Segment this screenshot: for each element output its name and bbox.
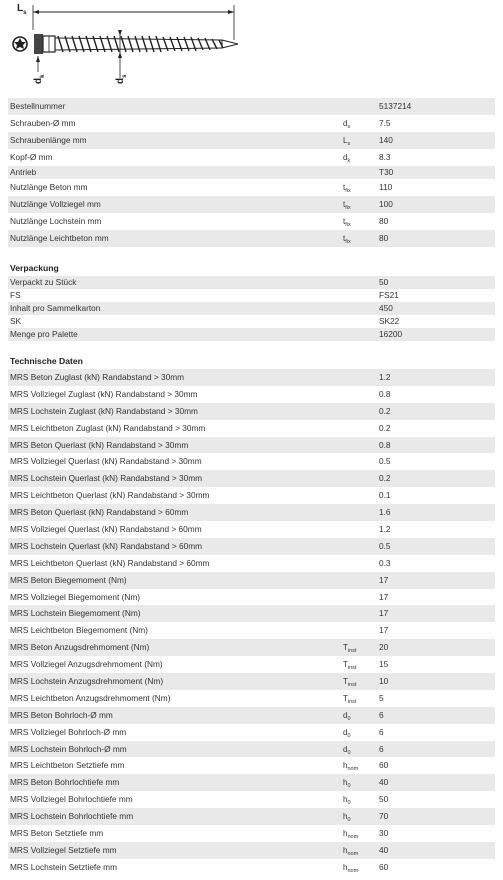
row-label: Nutzlänge Lochstein mm (10, 216, 102, 226)
table-row (8, 538, 495, 555)
row-symbol: $h_{nom}$ (343, 845, 359, 857)
table-row (8, 437, 495, 454)
row-symbol: $h_{nom}$ (343, 829, 359, 841)
row-symbol: $d_0$ (343, 744, 351, 756)
row-value: 1.6 (379, 507, 391, 518)
row-label: MRS Lochstein Querlast (kN) Randabstand > 60mm (10, 540, 203, 551)
screw-technical-drawing (0, 0, 503, 96)
table-row (8, 504, 495, 521)
table-row (8, 230, 495, 247)
table-row (8, 470, 495, 487)
row-value: 6 (379, 726, 384, 737)
table-row (8, 487, 495, 504)
length-dimension-label: $L_s$ (17, 3, 27, 16)
row-label: MRS Lochstein Bohrlochtiefe mm (10, 811, 134, 822)
row-symbol: $h_0$ (343, 795, 351, 807)
head-diameter-label: $d_k$ (33, 74, 46, 84)
row-value: 5137214 (379, 101, 412, 111)
row-label: FS (10, 290, 21, 300)
row-label: Verpackt zu Stück (10, 277, 77, 287)
technical-rows (8, 369, 495, 876)
row-label: MRS Leichtbeton Biegemoment (Nm) (10, 625, 148, 636)
table-row (8, 213, 495, 230)
row-label: SK (10, 316, 22, 326)
table-row (8, 289, 495, 302)
row-label: MRS Vollziegel Querlast (kN) Randabstand > 30mm (10, 456, 202, 467)
spacer (8, 247, 495, 258)
row-value: 0.2 (379, 405, 391, 416)
table-row (8, 724, 495, 741)
spec-table (8, 98, 495, 876)
row-label: MRS Beton Bohrloch-Ø mm (10, 709, 113, 720)
table-row (8, 166, 495, 179)
row-label: MRS Vollziegel Anzugsdrehmoment (Nm) (10, 659, 163, 670)
section-heading (8, 258, 495, 276)
table-row (8, 572, 495, 589)
row-value: 80 (379, 233, 389, 243)
row-symbol: $t_{fix}$ (343, 217, 351, 228)
row-label: MRS Beton Querlast (kN) Randabstand > 30mm (10, 439, 189, 450)
row-label: Bestellnummer (10, 101, 66, 111)
row-value: 0.2 (379, 473, 391, 484)
row-label: Nutzlänge Leichtbeton mm (10, 233, 109, 243)
row-symbol: $T_{inst}$ (343, 660, 357, 672)
table-row (8, 328, 495, 341)
row-label: MRS Lochstein Querlast (kN) Randabstand > 30mm (10, 473, 203, 484)
row-label: MRS Beton Biegemoment (Nm) (10, 574, 127, 585)
table-row (8, 132, 495, 149)
row-label: Nutzlänge Beton mm (10, 182, 88, 192)
row-symbol: $L_s$ (343, 136, 351, 147)
row-value: 0.8 (379, 388, 391, 399)
table-row (8, 555, 495, 572)
row-symbol: $T_{inst}$ (343, 643, 357, 655)
row-symbol: $d_k$ (343, 153, 351, 164)
row-value: 1.2 (379, 524, 391, 535)
row-value: 16200 (379, 329, 403, 339)
table-row (8, 453, 495, 470)
row-value: 60 (379, 760, 389, 771)
row-label: Nutzlänge Vollziegel mm (10, 199, 101, 209)
row-value: 17 (379, 574, 389, 585)
table-row (8, 403, 495, 420)
row-label: MRS Vollziegel Bohrloch-Ø mm (10, 726, 127, 737)
row-symbol: $h_0$ (343, 778, 351, 790)
row-value: 40 (379, 844, 389, 855)
table-row (8, 741, 495, 758)
row-label: MRS Lochstein Biegemoment (Nm) (10, 608, 141, 619)
screw-drawing-svg (0, 0, 503, 96)
table-row (8, 774, 495, 791)
row-label: MRS Beton Bohrlochtiefe mm (10, 777, 120, 788)
torx-drive-icon (13, 37, 27, 51)
row-value: 110 (379, 182, 393, 192)
row-value: 30 (379, 828, 389, 839)
row-value: 20 (379, 642, 389, 653)
table-row (8, 149, 495, 166)
row-symbol: $d_0$ (343, 710, 351, 722)
row-label: Antrieb (10, 167, 37, 177)
table-row (8, 196, 495, 213)
row-label: MRS Lochstein Anzugsdrehmoment (Nm) (10, 676, 164, 687)
table-row (8, 521, 495, 538)
row-label: MRS Beton Querlast (kN) Randabstand > 60mm (10, 507, 189, 518)
table-row (8, 115, 495, 132)
row-value: 7.5 (379, 118, 391, 128)
row-label: MRS Leichtbeton Setztiefe mm (10, 760, 125, 771)
row-value: 50 (379, 794, 389, 805)
table-row (8, 276, 495, 289)
row-value: 6 (379, 743, 384, 754)
row-label: MRS Vollziegel Setztiefe mm (10, 844, 117, 855)
row-value: 15 (379, 659, 389, 670)
table-row (8, 690, 495, 707)
row-value: SK22 (379, 316, 400, 326)
row-label: MRS Leichtbeton Anzugsdrehmoment (Nm) (10, 692, 171, 703)
table-row (8, 707, 495, 724)
table-row (8, 757, 495, 774)
section-title-packaging: Verpackung (10, 263, 59, 273)
section-title-technical: Technische Daten (10, 356, 83, 366)
row-value: 0.5 (379, 456, 391, 467)
row-value: 0.8 (379, 439, 391, 450)
row-symbol: $h_{nom}$ (343, 862, 359, 874)
row-value: 17 (379, 625, 389, 636)
table-row (8, 842, 495, 859)
table-row (8, 791, 495, 808)
row-value: 0.3 (379, 557, 391, 568)
row-label: MRS Lochstein Bohrloch-Ø mm (10, 743, 127, 754)
table-row (8, 386, 495, 403)
table-row (8, 825, 495, 842)
row-label: Kopf-Ø mm (10, 152, 53, 162)
row-value: 140 (379, 135, 393, 145)
row-label: MRS Beton Zuglast (kN) Randabstand > 30mm (10, 372, 185, 382)
row-symbol: $d_s$ (343, 119, 351, 130)
row-label: MRS Vollziegel Querlast (kN) Randabstand > 60mm (10, 524, 202, 535)
row-label: MRS Beton Anzugsdrehmoment (Nm) (10, 642, 150, 653)
row-value: T30 (379, 167, 394, 177)
row-value: 6 (379, 709, 384, 720)
table-row (8, 605, 495, 622)
table-row (8, 302, 495, 315)
row-label: MRS Vollziegel Bohrlochtiefe mm (10, 794, 133, 805)
row-label: MRS Leichtbeton Querlast (kN) Randabstand > 60mm (10, 557, 210, 568)
row-label: MRS Vollziegel Zuglast (kN) Randabstand > 30mm (10, 388, 198, 399)
row-symbol: $t_{fix}$ (343, 234, 351, 245)
table-row (8, 98, 495, 115)
table-row (8, 369, 495, 386)
section-heading (8, 351, 495, 369)
row-label: Schrauben-Ø mm (10, 118, 76, 128)
row-value: 0.2 (379, 422, 391, 433)
row-symbol: $t_{fix}$ (343, 200, 351, 211)
table-row (8, 673, 495, 690)
row-label: MRS Leichtbeton Zuglast (kN) Randabstand > 30mm (10, 422, 206, 433)
row-value: FS21 (379, 290, 399, 300)
row-value: 1.2 (379, 372, 391, 382)
row-value: 100 (379, 199, 393, 209)
row-symbol: $T_{inst}$ (343, 677, 357, 689)
row-value: 60 (379, 861, 389, 872)
table-row (8, 639, 495, 656)
row-label: MRS Vollziegel Biegemoment (Nm) (10, 591, 141, 602)
row-value: 50 (379, 277, 389, 287)
row-label: MRS Lochstein Zuglast (kN) Randabstand > 30mm (10, 405, 198, 416)
shaft-diameter-label: $d_s$ (115, 74, 128, 84)
row-value: 70 (379, 811, 389, 822)
table-row (8, 420, 495, 437)
row-label: MRS Leichtbeton Querlast (kN) Randabstand > 30mm (10, 490, 210, 501)
table-row (8, 179, 495, 196)
table-row (8, 656, 495, 673)
row-value: 40 (379, 777, 389, 788)
row-label: MRS Lochstein Setztiefe mm (10, 861, 117, 872)
table-row (8, 589, 495, 606)
row-value: 0.5 (379, 540, 391, 551)
row-symbol: $d_0$ (343, 727, 351, 739)
row-symbol: $h_{nom}$ (343, 761, 359, 773)
row-label: Schraubenlänge mm (10, 135, 87, 145)
row-value: 0.1 (379, 490, 391, 501)
table-row (8, 315, 495, 328)
table-row (8, 859, 495, 876)
row-value: 17 (379, 591, 389, 602)
table-row (8, 622, 495, 639)
row-symbol: $T_{inst}$ (343, 693, 357, 705)
row-symbol: $h_0$ (343, 812, 351, 824)
row-label: Menge pro Palette (10, 329, 78, 339)
row-label: MRS Beton Setztiefe mm (10, 828, 104, 839)
row-value: 10 (379, 676, 389, 687)
row-label: Inhalt pro Sammelkarton (10, 303, 101, 313)
row-value: 450 (379, 303, 393, 313)
row-value: 5 (379, 692, 384, 703)
spacer (8, 341, 495, 351)
row-symbol: $t_{fix}$ (343, 183, 351, 194)
row-value: 80 (379, 216, 389, 226)
row-value: 17 (379, 608, 389, 619)
row-value: 8.3 (379, 152, 391, 162)
table-row (8, 808, 495, 825)
